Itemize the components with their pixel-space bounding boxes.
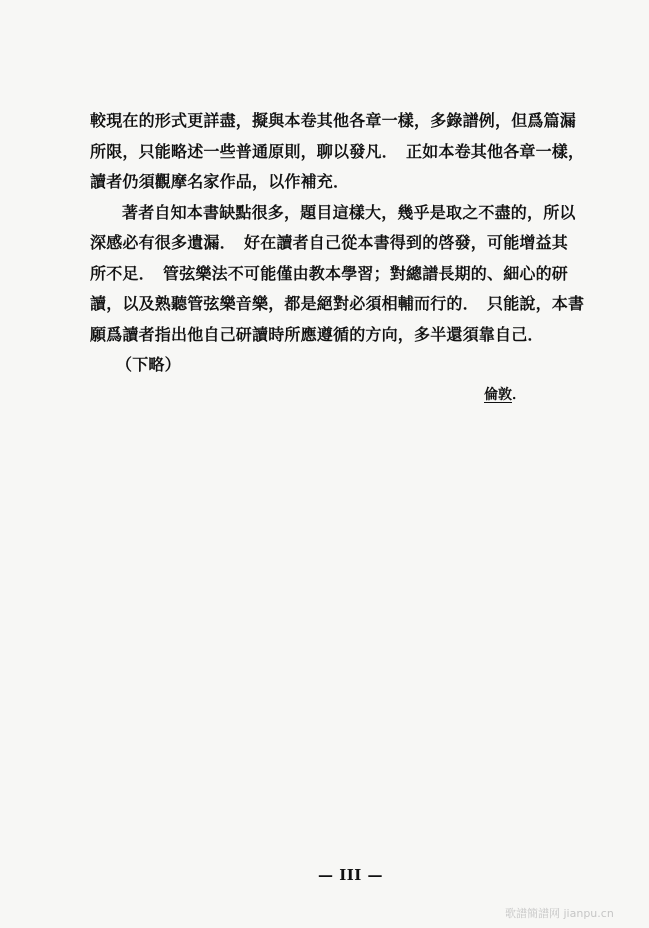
paragraph-line-8: 願爲讀者指出他自己研讀時所應遵循的方向，多半還須靠自己． <box>90 324 544 344</box>
omitted-note: （下略） <box>116 355 181 374</box>
paragraph-line-6: 所不足． 管弦樂法不可能僅由教本學習；對總譜長期的、細心的研 <box>90 263 569 283</box>
paragraph-line-1: 較現在的形式更詳盡，擬與本卷其他各章一樣，多錄譜例，但爲篇漏 <box>90 111 577 130</box>
signature-period: ． <box>512 387 526 403</box>
paragraph-line-5: 深感必有很多遺漏． 好在讀者自己從本書得到的啓發，可能增益其 <box>90 233 569 252</box>
body-text <box>90 106 585 381</box>
signature <box>484 384 526 404</box>
page-number: — III — <box>318 866 383 884</box>
paragraph-line-7: 讀，以及熟聽管弦樂音樂，都是絕對必須相輔而行的． 只能說，本書 <box>90 294 585 313</box>
paragraph-line-4: 著者自知本書缺點很多，題目這樣大，幾乎是取之不盡的，所以 <box>122 202 576 222</box>
signature-location: 倫敦 <box>484 387 512 403</box>
watermark-text: 歌譜簡譜网 jianpu.cn <box>505 907 614 920</box>
paragraph-line-2: 所限，只能略述一些普通原則，聊以發凡． 正如本卷其他各章一樣， <box>90 141 585 161</box>
paragraph-line-3: 讀者仍須觀摩名家作品，以作補充． <box>90 172 350 191</box>
